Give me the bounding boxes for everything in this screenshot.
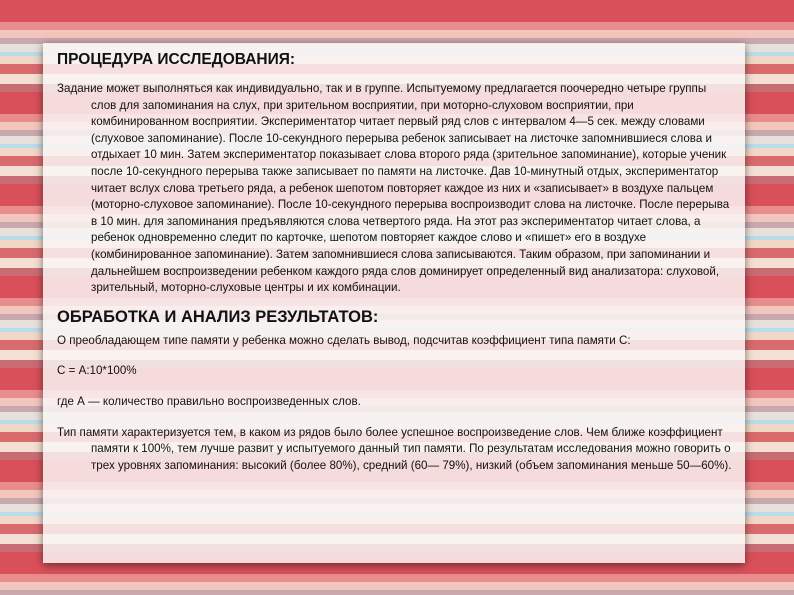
analysis-intro: О преобладающем типе памяти у ребенка можно сделать вывод, подсчитав коэффициент типа памяти С: [57,333,631,347]
formula: С = А:10*100% [57,364,137,378]
slide-content [43,43,745,563]
spacer [57,380,733,394]
formula-legend: где А — количество правильно воспроизведенных слов. [57,394,361,408]
procedure-text: Задание может выполняться как индивидуально, так и в группе. Испытуемому предлагается поочередно четыре группы слов для запоминания на слух, при зрительном восприятии, при моторно-слуховом восприятии, при комбинированном восприятии. Экспериментатор читает первый ряд слов с интервалом 4—5 сек. между словами (слуховое запоминание). После 10-секундного перерыва ребенок записывает на листочке запомнившиеся слова и отдыхает 10 мин. Затем экспериментатор показывает слова второго ряда (зрительное запоминание), которые ученик после 10-секундного перерыва также записывает по памяти на листочке. Дав 10-минутный отдых, экспериментатор читает вслух слова третьего ряда, а ребенок шепотом повторяет каждое из них и «записывает» в воздухе пальцем (моторно-слуховое запоминание). После 10-секундного перерыва воспроизводит слова на листочке. После перерыва в 10 мин. для запоминания предъявляются слова четвертого ряда. На этот раз экспериментатор читает слова, а ребенок одновременно следит по карточке, шепотом повторяет каждое слово и «пишет» его в воздухе (комбинированное запоминание). Затем запомнившиеся слова записываются. Таким образом, при запоминании и дальнейшем воспроизведении ребенком каждого ряда слов доминирует определенный вид анализатора: слуховой, зрительный, моторно-слуховые центры и их комбинации. [57,82,730,295]
memory-type-text: Тип памяти характеризуется тем, в каком из рядов было более успешное воспроизведение слов. Чем ближе коэффициент памяти к 100%, тем лучше развит у испытуемого данный тип памяти. По результатам исследования можно говорить о трех уровнях запоминания: высокий (более 80%), средний (60— 79%), низкий (объем запоминания меньше 50—60%). [57,425,732,472]
analysis-heading: ОБРАБОТКА И АНАЛИЗ РЕЗУЛЬТАТОВ: [57,307,379,326]
spacer [57,411,733,425]
spacer [57,349,733,363]
procedure-heading: ПРОЦЕДУРА ИССЛЕДОВАНИЯ: [57,51,296,68]
